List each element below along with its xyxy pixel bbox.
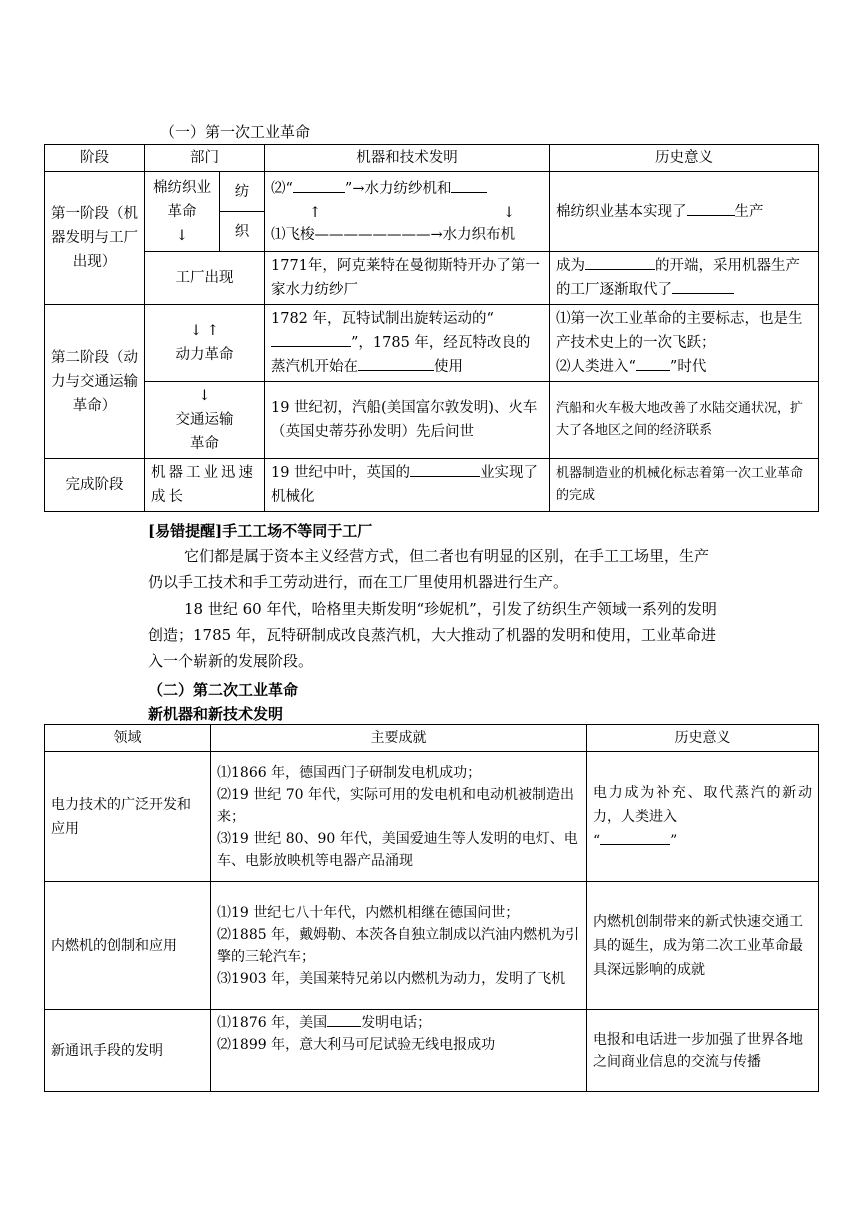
table-header-row	[45, 145, 819, 172]
second-industrial-revolution-table	[44, 724, 819, 1092]
transport-dept-label: 交通运输革命	[175, 412, 234, 452]
header-stage: 阶段	[45, 145, 145, 172]
header-significance: 历史意义	[587, 725, 819, 752]
arrow-up-icon: ↑	[309, 204, 322, 221]
row-field: 电力技术的广泛开发和应用	[45, 752, 211, 882]
arrows-icon: ↓ ↑	[190, 323, 219, 339]
table-row	[45, 252, 819, 305]
tip-title: [易错提醒]手工工场不等同于工厂	[148, 522, 373, 540]
stage1-label: 第一阶段（机器发明与工厂出现）	[45, 172, 145, 305]
stage3-invention	[265, 459, 550, 512]
achievement-item	[217, 1012, 580, 1034]
blank-field	[358, 356, 434, 372]
achievement-item: ⑵1899 年，意大利马可尼试验无线电报成功	[217, 1037, 496, 1053]
stage3-dept: 机器工业迅速成长	[145, 459, 265, 512]
header-inventions: 机器和技术发明	[265, 145, 550, 172]
section2-title: （二）第二次工业革命	[148, 681, 299, 699]
blank-field	[327, 1012, 361, 1027]
power-inv-a: 1782 年，瓦特试制出旋转运动的“	[271, 311, 494, 327]
factory-significance	[550, 252, 819, 305]
table-row	[45, 752, 819, 882]
invention-line1-b: ”→水力纺纱机和	[344, 180, 452, 197]
row-achievements	[211, 752, 587, 882]
table-row	[45, 1010, 819, 1092]
stage3-significance: 机器制造业的机械化标志着第一次工业革命的完成	[550, 459, 819, 512]
achievement-item: ⑵19 世纪 70 年代，实际可用的发电机和电动机被制造出来；	[217, 786, 574, 825]
weave-cell: 织	[220, 212, 265, 252]
stage3-inv-a: 19 世纪中叶，英国的	[271, 465, 411, 481]
table-row	[45, 172, 819, 212]
power-sig-2b: ”时代	[669, 359, 707, 375]
header-achievements: 主要成就	[211, 725, 587, 752]
power-significance	[550, 305, 819, 382]
blank-field	[410, 462, 480, 478]
blank-field	[672, 279, 734, 295]
item1-b: 发明电话；	[361, 1015, 432, 1031]
table-row	[45, 382, 819, 459]
quote-close: ”	[670, 832, 678, 849]
blank-field	[687, 200, 735, 216]
stage1-significance	[550, 172, 819, 252]
row-achievements	[211, 1010, 587, 1092]
blank-field	[636, 356, 670, 372]
achievement-item: ⑵1885 年，戴姆勒、本茨各自独立制成以汽油内燃机为引擎的三轮汽车；	[217, 926, 580, 965]
quote-open: “	[593, 832, 601, 849]
invention-line2: ⑴飞梭————————→水力织布机	[271, 226, 516, 243]
invention-line1	[271, 177, 543, 201]
stage1-invention	[265, 172, 550, 252]
stage2-label: 第二阶段（动力与交通运输革命）	[45, 305, 145, 459]
power-dept-label: 动力革命	[175, 347, 234, 363]
section1-title: （一）第一次工业革命	[160, 123, 311, 141]
power-inv-b: ”，1785 年，经瓦特改良的蒸汽机开始在	[271, 335, 531, 375]
tip-paragraph-2: 18 世纪 60 年代，哈格里夫斯发明“珍妮机”，引发了纺织生产领域一系列的发明创造；1785 年，瓦特研制成改良蒸汽机，大大推动了机器的发明和使用，工业革命进入一个崭新的发展阶段。	[148, 600, 717, 670]
achievement-item: ⑴19 世纪七八十年代，内燃机相继在德国问世；	[217, 904, 520, 921]
transport-invention: 19 世纪初，汽船(美国富尔敦发明)、火车（英国史蒂芬孙发明）先后问世	[265, 382, 550, 459]
power-sig-1: ⑴第一次工业革命的主要标志，也是生产技术史上的一次飞跃；	[556, 311, 803, 351]
row-significance	[587, 752, 819, 882]
stage3-label: 完成阶段	[45, 459, 145, 512]
header-significance: 历史意义	[550, 145, 819, 172]
first-industrial-revolution-table	[44, 144, 819, 512]
power-sig-2a: ⑵人类进入“	[556, 359, 636, 375]
power-dept	[145, 305, 265, 382]
blank-field	[271, 332, 351, 348]
sig-blank-line	[593, 829, 812, 853]
row-significance: 电报和电话进一步加强了世界各地之间商业信息的交流与传播	[587, 1010, 819, 1092]
power-invention	[265, 305, 550, 382]
factory-sig-a: 成为	[556, 258, 585, 274]
table-row	[45, 459, 819, 512]
factory-dept: 工厂出现	[145, 252, 265, 305]
achievement-item: ⑴1866 年，德国西门子研制发电机成功；	[217, 764, 482, 781]
blank-field	[585, 255, 655, 271]
arrow-down-icon: ↓	[198, 388, 211, 404]
achievement-item: ⑶1903 年，美国莱特兄弟以内燃机为动力，发明了飞机	[217, 970, 566, 987]
invention-line1-a: ⑵“	[271, 180, 293, 197]
power-sig-2	[556, 355, 812, 379]
power-inv-c: 使用	[434, 359, 463, 375]
factory-invention: 1771年，阿克莱特在曼彻斯特开办了第一家水力纺纱厂	[265, 252, 550, 305]
header-field: 领域	[45, 725, 211, 752]
tip-paragraph-1: 它们都是属于资本主义经营方式，但二者也有明显的区别，在手工工场里，生产仍以手工技术和手工劳动进行，而在工厂里使用机器进行生产。	[148, 547, 710, 591]
header-department: 部门	[145, 145, 265, 172]
sig-text: 电力成为补充、取代蒸汽的新动力，人类进入	[593, 784, 812, 825]
achievement-item: ⑶19 世纪 80、90 年代，美国爱迪生等人发明的电灯、电车、电影放映机等电器产品涌现	[217, 830, 578, 869]
row-achievements	[211, 882, 587, 1010]
significance-b: 生产	[734, 203, 764, 220]
transport-significance: 汽船和火车极大地改善了水陆交通状况，扩大了各地区之间的经济联系	[550, 382, 819, 459]
item1-a: ⑴1876 年，美国	[217, 1015, 328, 1031]
table-header-row	[45, 725, 819, 752]
row-field: 内燃机的创制和应用	[45, 882, 211, 1010]
transport-dept	[145, 382, 265, 459]
significance-a: 棉纺织业基本实现了	[556, 203, 687, 220]
cotton-dept-label: 棉纺织业革命	[153, 179, 211, 220]
stage3-inv-b: 业实现了机械化	[271, 465, 539, 505]
blank-field	[293, 177, 345, 193]
section2-subtitle: 新机器和新技术发明	[148, 705, 284, 723]
blank-field	[600, 830, 670, 845]
factory-sig-b: 的开端，采用机器生产的工厂逐渐取代了	[556, 258, 800, 298]
table-row	[45, 882, 819, 1010]
arrow-down-icon: ↓	[175, 227, 189, 244]
arrow-down-icon: ↓	[503, 204, 516, 221]
row-field: 新通讯手段的发明	[45, 1010, 211, 1092]
spin-cell: 纺	[220, 172, 265, 212]
blank-field	[451, 177, 487, 193]
invention-arrows	[271, 201, 543, 223]
stage1-cotton-dept	[145, 172, 220, 252]
table-row	[45, 305, 819, 382]
row-significance: 内燃机创制带来的新式快速交通工具的诞生，成为第二次工业革命最具深远影响的成就	[587, 882, 819, 1010]
